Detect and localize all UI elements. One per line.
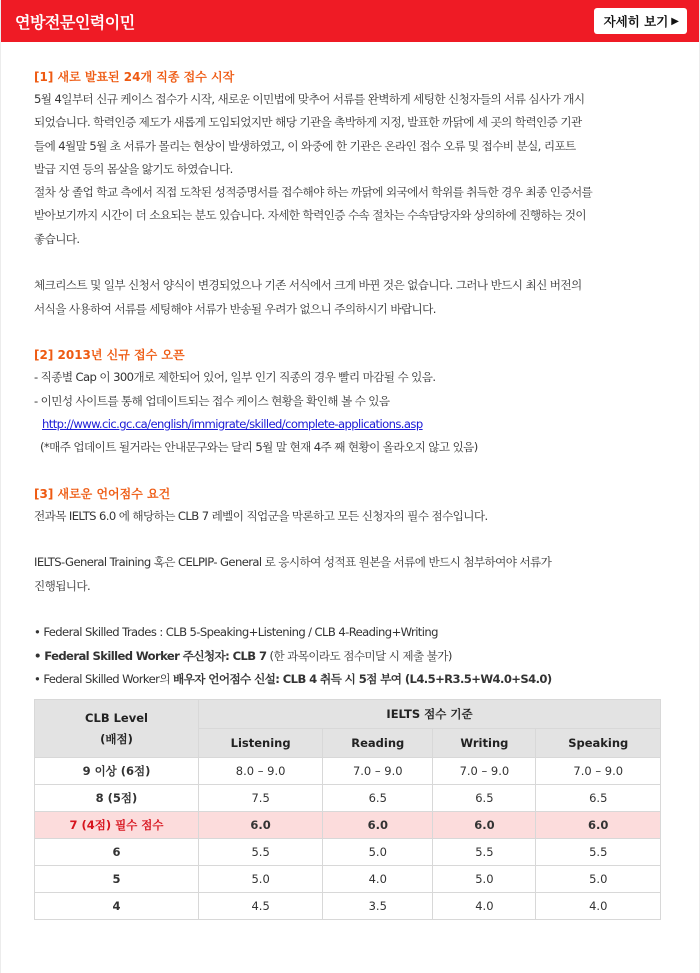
bullet-item: • Federal Skilled Trades : CLB 5-Speaking+Listening / CLB 4-Reading+Writing (34, 625, 438, 640)
applications-status-link[interactable]: http://www.cic.gc.ca/english/immigrate/skilled/complete-applications.asp (42, 416, 423, 431)
play-arrow-icon: ▶ (671, 15, 679, 27)
clb-level-header: CLB Level (배점) (35, 700, 199, 758)
s1-line: 들에 4월말 5월 초 서류가 몰리는 현상이 발생하였고, 이 와중에 한 기관은 온라인 접수 오류 및 접수비 분실, 리포트 (34, 138, 576, 153)
bullet-bold: • Federal Skilled Worker 주신청자: CLB 7 (34, 648, 267, 663)
view-more-button[interactable] (594, 8, 687, 34)
clb-ielts-table (34, 699, 661, 920)
view-more-label: 자세히 보기 (603, 14, 669, 29)
table-row: 5 5.0 4.0 5.0 5.0 (35, 866, 661, 893)
page-title: 연방전문인력이민 (15, 12, 135, 32)
writing-header: Writing (433, 729, 536, 758)
s1-note-line: 서식을 사용하여 서류를 세팅해야 서류가 반송될 우려가 없으니 주의하시기 바랍니다. (34, 301, 436, 316)
s1-line: 되었습니다. 학력인증 제도가 새롭게 도입되었지만 해당 기관을 촉박하게 지정, 발표한 까닭에 세 곳의 학력인증 기관 (34, 115, 582, 130)
bullet-item (34, 645, 666, 668)
s3-line: 진행됩니다. (34, 578, 91, 593)
bullet-rest: (한 과목이라도 점수미달 시 제출 불가) (266, 648, 452, 663)
table-row: 8 (5점) 7.5 6.5 6.5 6.5 (35, 785, 661, 812)
ielts-header: IELTS 점수 기준 (199, 700, 661, 729)
bullet-bold: 배우자 언어점수 신설: CLB 4 취득 시 5점 부여 (L4.5+R3.5+W4.0+S4.0) (173, 671, 552, 686)
speaking-header: Speaking (536, 729, 661, 758)
s1-line: 받아보기까지 시간이 더 소요되는 분도 있습니다. 자세한 학력인증 수속 절차는 수속담당자와 상의하에 진행하는 것이 (34, 208, 586, 223)
s3-line: 전과목 IELTS 6.0 에 해당하는 CLB 7 레벨이 직업군을 막론하고 모든 신청자의 필수 점수입니다. (34, 508, 488, 523)
s2-note: (*매주 업데이트 될거라는 안내문구와는 달리 5월 말 현재 4주 째 현황이 올라오지 않고 있음) (40, 440, 478, 455)
s2-line: - 이민성 사이트를 통해 업데이트되는 접수 케이스 현황을 확인해 볼 수 있음 (34, 393, 390, 408)
required-score-row: 7 (4점) 필수 점수 6.0 6.0 6.0 6.0 (35, 812, 661, 839)
s1-line: 좋습니다. (34, 231, 80, 246)
article-body (1, 42, 699, 920)
bullet-item (34, 668, 666, 691)
section-2-title: [2] 2013년 신규 접수 오픈 (34, 348, 185, 363)
reading-header: Reading (323, 729, 433, 758)
s1-note-line: 체크리스트 및 일부 신청서 양식이 변경되었으나 기존 서식에서 크게 바뀐 것은 없습니다. 그러나 반드시 최신 버전의 (34, 278, 582, 293)
s2-line: - 직종별 Cap 이 300개로 제한되어 있어, 일부 인기 직종의 경우 빨리 마감될 수 있음. (34, 370, 436, 385)
table-row: 9 이상 (6점) 8.0 – 9.0 7.0 – 9.0 7.0 – 9.0 7.0 – 9.0 (35, 758, 661, 785)
header-bar (1, 0, 699, 42)
listening-header: Listening (199, 729, 323, 758)
s1-line: 절차 상 졸업 학교 측에서 직접 도착된 성적증명서를 접수해야 하는 까닭에 외국에서 학위를 취득한 경우 최종 인증서를 (34, 185, 593, 200)
s1-line: 발급 지연 등의 몸살을 앓기도 하였습니다. (34, 161, 233, 176)
section-1-title: [1] 새로 발표된 24개 직종 접수 시작 (34, 70, 235, 84)
bullet-pre: • Federal Skilled Worker의 (34, 671, 174, 686)
s3-line: IELTS-General Training 혹은 CELPIP- General 로 응시하여 성적표 원본을 서류에 반드시 첨부하여야 서류가 (34, 555, 552, 570)
section-3-title: [3] 새로운 언어점수 요건 (34, 486, 171, 501)
s1-line: 5월 4일부터 신규 케이스 접수가 시작, 새로운 이민법에 맞추어 서류를 완벽하게 세팅한 신청자들의 서류 심사가 개시 (34, 92, 585, 106)
table-row: 4 4.5 3.5 4.0 4.0 (35, 893, 661, 920)
table-row: 6 5.5 5.0 5.5 5.5 (35, 839, 661, 866)
